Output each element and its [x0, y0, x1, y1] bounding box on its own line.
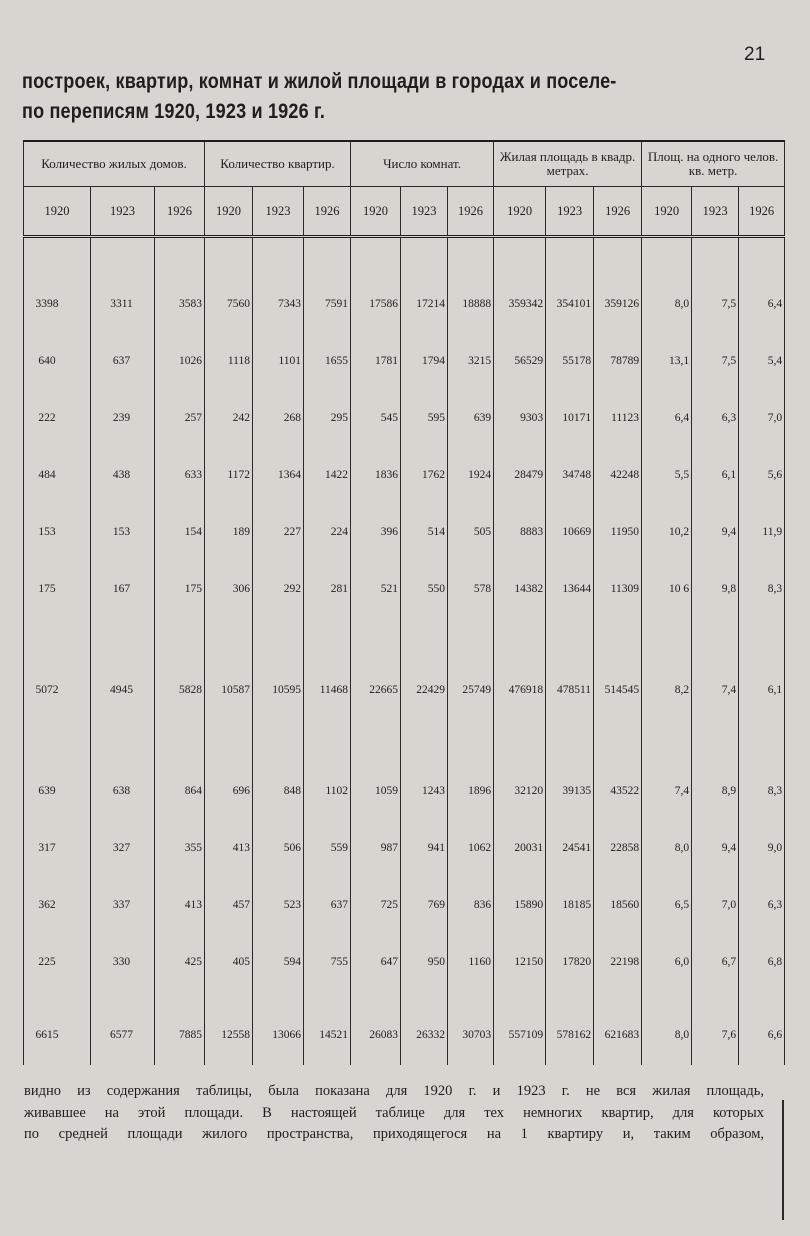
table-cell: 7591 — [304, 244, 351, 319]
table-cell: 1781 — [351, 319, 401, 376]
table-cell: 8,0 — [642, 977, 692, 1065]
table-cell: 362 — [24, 863, 91, 920]
table-cell: 478511 — [546, 604, 594, 705]
table-cell: 7343 — [253, 244, 304, 319]
table-cell: 306 — [205, 547, 253, 604]
table-cell: 550 — [401, 547, 448, 604]
table-cell: 13,1 — [642, 319, 692, 376]
table-cell: 848 — [253, 705, 304, 806]
table-cell: 4945 — [91, 604, 155, 705]
table-cell: 3215 — [448, 319, 494, 376]
table-cell: 6,3 — [692, 376, 739, 433]
table-cell: 281 — [304, 547, 351, 604]
table-cell: 242 — [205, 376, 253, 433]
table-cell: 10587 — [205, 604, 253, 705]
table-cell: 17586 — [351, 244, 401, 319]
table-cell: 355 — [155, 806, 205, 863]
table-cell: 17214 — [401, 244, 448, 319]
table-cell: 189 — [205, 490, 253, 547]
table-cell: 7,5 — [692, 244, 739, 319]
table-cell: 457 — [205, 863, 253, 920]
table-cell: 7,6 — [692, 977, 739, 1065]
year-header: 1920 — [205, 187, 253, 237]
table-cell: 10,2 — [642, 490, 692, 547]
table-cell: 12558 — [205, 977, 253, 1065]
table-cell: 8,0 — [642, 244, 692, 319]
table-cell: 506 — [253, 806, 304, 863]
table-cell: 32120 — [494, 705, 546, 806]
table-cell: 1172 — [205, 433, 253, 490]
table-cell: 42248 — [594, 433, 642, 490]
table-cell: 8,2 — [642, 604, 692, 705]
table-cell: 11123 — [594, 376, 642, 433]
table-cell: 7,0 — [739, 376, 785, 433]
table-cell: 15890 — [494, 863, 546, 920]
table-cell: 1059 — [351, 705, 401, 806]
year-header: 1920 — [24, 187, 91, 237]
table-cell: 11950 — [594, 490, 642, 547]
table-cell: 523 — [253, 863, 304, 920]
table-cell: 639 — [24, 705, 91, 806]
table-cell: 1836 — [351, 433, 401, 490]
table-row — [24, 920, 785, 977]
table-row — [24, 977, 785, 1065]
table-cell: 6577 — [91, 977, 155, 1065]
table-cell: 3398 — [24, 244, 91, 319]
table-cell: 354101 — [546, 244, 594, 319]
year-header: 1920 — [351, 187, 401, 237]
table-cell: 1762 — [401, 433, 448, 490]
table-cell: 295 — [304, 376, 351, 433]
table-cell: 317 — [24, 806, 91, 863]
year-header: 1926 — [739, 187, 785, 237]
table-cell: 222 — [24, 376, 91, 433]
table-row — [24, 863, 785, 920]
table-cell: 5,5 — [642, 433, 692, 490]
group-header-rooms: Число комнат. — [351, 141, 494, 187]
table-cell: 12150 — [494, 920, 546, 977]
table-cell: 359126 — [594, 244, 642, 319]
table-cell: 30703 — [448, 977, 494, 1065]
table-cell: 621683 — [594, 977, 642, 1065]
table-cell: 6,5 — [642, 863, 692, 920]
table-cell: 43522 — [594, 705, 642, 806]
table-cell: 25749 — [448, 604, 494, 705]
table-cell: 8,9 — [692, 705, 739, 806]
table-cell: 22429 — [401, 604, 448, 705]
table-cell: 225 — [24, 920, 91, 977]
table-cell: 5,6 — [739, 433, 785, 490]
table-cell: 175 — [155, 547, 205, 604]
year-header: 1926 — [304, 187, 351, 237]
table-cell: 9,0 — [739, 806, 785, 863]
table-cell: 6615 — [24, 977, 91, 1065]
year-header: 1926 — [448, 187, 494, 237]
margin-rule — [782, 1100, 784, 1220]
table-row — [24, 319, 785, 376]
table-cell: 78789 — [594, 319, 642, 376]
table-cell: 24541 — [546, 806, 594, 863]
table-cell: 327 — [91, 806, 155, 863]
table-cell: 14382 — [494, 547, 546, 604]
table-cell: 640 — [24, 319, 91, 376]
table-cell: 637 — [91, 319, 155, 376]
table-cell: 1026 — [155, 319, 205, 376]
year-header: 1926 — [594, 187, 642, 237]
table-cell: 22198 — [594, 920, 642, 977]
table-cell: 257 — [155, 376, 205, 433]
table-cell: 330 — [91, 920, 155, 977]
table-cell: 7560 — [205, 244, 253, 319]
table-cell: 725 — [351, 863, 401, 920]
group-header-houses: Количество жилых домов. — [24, 141, 205, 187]
table-cell: 637 — [304, 863, 351, 920]
table-cell: 8,3 — [739, 705, 785, 806]
table-cell: 6,1 — [739, 604, 785, 705]
table-cell: 13066 — [253, 977, 304, 1065]
table-cell: 9,8 — [692, 547, 739, 604]
year-header: 1926 — [155, 187, 205, 237]
table-cell: 755 — [304, 920, 351, 977]
table-cell: 10595 — [253, 604, 304, 705]
table-cell: 18185 — [546, 863, 594, 920]
table-cell: 425 — [155, 920, 205, 977]
table-cell: 1655 — [304, 319, 351, 376]
year-header: 1920 — [642, 187, 692, 237]
table-cell: 405 — [205, 920, 253, 977]
table-row — [24, 547, 785, 604]
table-cell: 18560 — [594, 863, 642, 920]
table-cell: 1422 — [304, 433, 351, 490]
table-cell: 56529 — [494, 319, 546, 376]
table-cell: 11468 — [304, 604, 351, 705]
year-header: 1923 — [91, 187, 155, 237]
table-cell: 8,3 — [739, 547, 785, 604]
table-cell: 7,4 — [642, 705, 692, 806]
table-cell: 633 — [155, 433, 205, 490]
table-cell: 1062 — [448, 806, 494, 863]
table-cell: 5828 — [155, 604, 205, 705]
table-cell: 11,9 — [739, 490, 785, 547]
table-cell: 11309 — [594, 547, 642, 604]
table-cell: 1364 — [253, 433, 304, 490]
table-cell: 26332 — [401, 977, 448, 1065]
footer-line-2: живавшее на этой площади. В настоящей таблице для тех немногих квартир, для которых — [24, 1104, 764, 1121]
group-header-living-area: Жилая площадь в квадр. метрах. — [494, 141, 642, 187]
table-cell: 8883 — [494, 490, 546, 547]
table-cell: 10669 — [546, 490, 594, 547]
table-cell: 6,8 — [739, 920, 785, 977]
table-cell: 1160 — [448, 920, 494, 977]
table-cell: 1794 — [401, 319, 448, 376]
table-cell: 10171 — [546, 376, 594, 433]
table-cell: 3583 — [155, 244, 205, 319]
table-cell: 6,4 — [739, 244, 785, 319]
table-cell: 17820 — [546, 920, 594, 977]
page-title-line-1: построек, квартир, комнат и жилой площади в городах и поселе- — [22, 70, 617, 93]
table-cell: 9,4 — [692, 806, 739, 863]
table-cell: 6,6 — [739, 977, 785, 1065]
table-cell: 5072 — [24, 604, 91, 705]
table-row — [24, 244, 785, 319]
footer-text — [24, 1081, 764, 1146]
footer-line-3: по средней площади жилого пространства, приходящегося на 1 квартиру и, таким образом, — [24, 1126, 764, 1142]
table-cell: 9303 — [494, 376, 546, 433]
table-cell: 28479 — [494, 433, 546, 490]
table-cell: 476918 — [494, 604, 546, 705]
table-cell: 1118 — [205, 319, 253, 376]
table-cell: 1243 — [401, 705, 448, 806]
table-cell: 7,0 — [692, 863, 739, 920]
table-cell: 9,4 — [692, 490, 739, 547]
footer-line-1: видно из содержания таблицы, была показана для 1920 г. и 1923 г. не вся жилая площадь, — [24, 1083, 764, 1099]
table-cell: 26083 — [351, 977, 401, 1065]
table-cell: 154 — [155, 490, 205, 547]
table-cell: 987 — [351, 806, 401, 863]
table-cell: 268 — [253, 376, 304, 433]
table-cell: 55178 — [546, 319, 594, 376]
table-cell: 5,4 — [739, 319, 785, 376]
table-cell: 20031 — [494, 806, 546, 863]
table-cell: 6,4 — [642, 376, 692, 433]
table-row — [24, 806, 785, 863]
table-row — [24, 490, 785, 547]
table-cell: 7885 — [155, 977, 205, 1065]
table-cell: 359342 — [494, 244, 546, 319]
table-cell: 545 — [351, 376, 401, 433]
year-header: 1923 — [253, 187, 304, 237]
year-header: 1920 — [494, 187, 546, 237]
table-cell: 6,1 — [692, 433, 739, 490]
table-cell: 8,0 — [642, 806, 692, 863]
table-cell: 6,0 — [642, 920, 692, 977]
table-cell: 167 — [91, 547, 155, 604]
table-cell: 292 — [253, 547, 304, 604]
table-cell: 484 — [24, 433, 91, 490]
table-cell: 153 — [24, 490, 91, 547]
table-cell: 7,4 — [692, 604, 739, 705]
table-cell: 1101 — [253, 319, 304, 376]
table-cell: 22858 — [594, 806, 642, 863]
year-header: 1923 — [401, 187, 448, 237]
table-cell: 1896 — [448, 705, 494, 806]
table-cell: 769 — [401, 863, 448, 920]
page-title-line-2: по переписям 1920, 1923 и 1926 г. — [22, 100, 326, 123]
table-cell: 337 — [91, 863, 155, 920]
table-cell: 10 6 — [642, 547, 692, 604]
table-cell: 18888 — [448, 244, 494, 319]
table-row — [24, 376, 785, 433]
year-header: 1923 — [546, 187, 594, 237]
table-cell: 396 — [351, 490, 401, 547]
table-cell: 39135 — [546, 705, 594, 806]
table-cell: 594 — [253, 920, 304, 977]
table-cell: 34748 — [546, 433, 594, 490]
table-cell: 1924 — [448, 433, 494, 490]
table-cell: 505 — [448, 490, 494, 547]
table-cell: 696 — [205, 705, 253, 806]
table-cell: 950 — [401, 920, 448, 977]
table-cell: 941 — [401, 806, 448, 863]
table-cell: 647 — [351, 920, 401, 977]
table-cell: 7,5 — [692, 319, 739, 376]
table-cell: 557109 — [494, 977, 546, 1065]
group-header-apartments: Количество квартир. — [205, 141, 351, 187]
group-header-area-per-person: Площ. на одного челов. кв. метр. — [642, 141, 785, 187]
table-cell: 578162 — [546, 977, 594, 1065]
table-cell: 413 — [205, 806, 253, 863]
table-cell: 239 — [91, 376, 155, 433]
table-cell: 175 — [24, 547, 91, 604]
statistics-table-container — [23, 140, 784, 1042]
table-cell: 3311 — [91, 244, 155, 319]
table-cell: 638 — [91, 705, 155, 806]
table-cell: 1102 — [304, 705, 351, 806]
table-cell: 578 — [448, 547, 494, 604]
table-cell: 864 — [155, 705, 205, 806]
table-cell: 153 — [91, 490, 155, 547]
table-cell: 413 — [155, 863, 205, 920]
table-cell: 6,7 — [692, 920, 739, 977]
table-cell: 227 — [253, 490, 304, 547]
table-cell: 595 — [401, 376, 448, 433]
table-row — [24, 433, 785, 490]
table-cell: 521 — [351, 547, 401, 604]
table-cell: 514545 — [594, 604, 642, 705]
year-header: 1923 — [692, 187, 739, 237]
housing-statistics-table — [23, 140, 785, 1065]
table-cell: 22665 — [351, 604, 401, 705]
table-row — [24, 604, 785, 705]
table-row — [24, 705, 785, 806]
table-cell: 514 — [401, 490, 448, 547]
table-cell: 14521 — [304, 977, 351, 1065]
table-cell: 438 — [91, 433, 155, 490]
table-cell: 559 — [304, 806, 351, 863]
table-cell: 13644 — [546, 547, 594, 604]
table-cell: 6,3 — [739, 863, 785, 920]
table-cell: 836 — [448, 863, 494, 920]
table-cell: 224 — [304, 490, 351, 547]
table-cell: 639 — [448, 376, 494, 433]
page-number: 21 — [744, 44, 766, 65]
